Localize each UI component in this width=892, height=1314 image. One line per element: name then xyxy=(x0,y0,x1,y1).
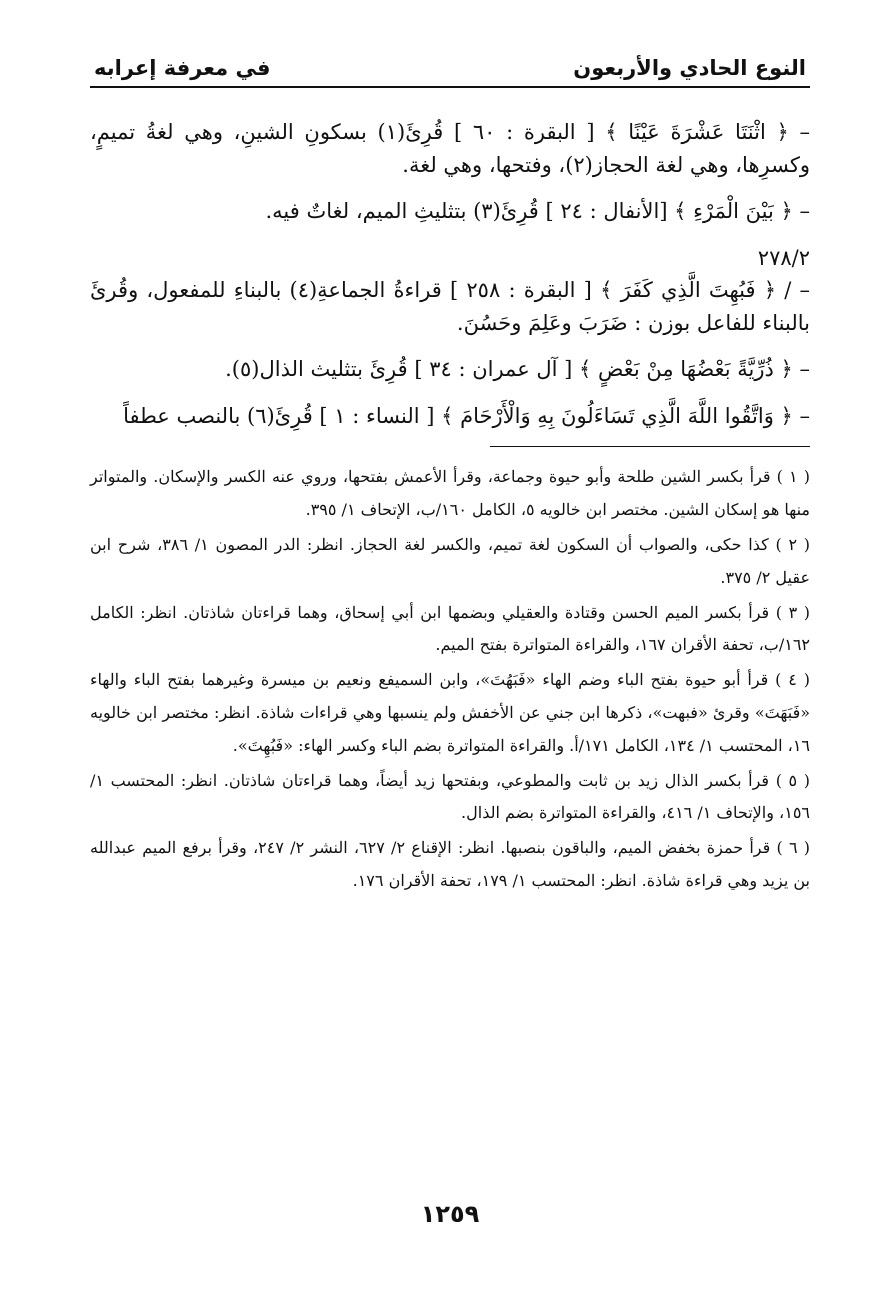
main-text xyxy=(90,116,810,432)
footnote-5: ( ٥ ) قرأ بكسر الذال زيد بن ثابت والمطوعي، وبفتحها زيد أيضاً، وهما قراءتان شاذتان. انظر: المحتسب ١/ ١٥٦، والإتحاف ١/ ٤١٦، والقراءة المتواترة بضم الذال. xyxy=(90,770,810,823)
chapter-title: النوع الحادي والأربعون xyxy=(573,56,806,80)
running-header xyxy=(90,40,810,88)
page-number: ١٢٥٩ xyxy=(420,1200,480,1228)
footnote-4: ( ٤ ) قرأ أبو حيوة بفتح الباء وضم الهاء «فَبَهُتَ»، وابن السميفع ونعيم بن ميسرة وغيرهما بفتح الباء والهاء «فَبَهَتَ» وقرئ «فبهت»، ذكرها ابن جني عن الأخفش ولم ينسبها وهي قراءات شاذة. انظر: مختصر ابن خالويه ١٦، المحتسب ١/ ١٣٤، الكامل ١٧١/أ. والقراءة المتواترة بضم الباء وكسر الهاء: «فَبُهِتَ». xyxy=(90,670,811,755)
footnote-1: ( ١ ) قرأ بكسر الشين طلحة وأبو حيوة وجماعة، وقرأ الأعمش بفتحها، وروي عنه الكسر والإسكان. والمتواتر منها هو إسكان الشين. مختصر ابن خالويه ٥، الكامل ١٦٠/ب، الإتحاف ١/ ٣٩٥. xyxy=(90,467,810,520)
footnote-2: ( ٢ ) كذا حكى، والصواب أن السكون لغة تميم، والكسر لغة الحجاز. انظر: الدر المصون ١/ ٣٨٦، شرح ابن عقيل ٢/ ٣٧٥. xyxy=(90,534,811,587)
entry-3: – / ﴿ فَبُهِتَ الَّذِي كَفَرَ ﴾ [ البقرة : ٢٥٨ ] قراءةُ الجماعةِ(٤) بالبناءِ للمفعول، وقُرئَ بالبناء للفاعل بوزن : ضَرَبَ وعَلِمَ وحَسُنَ. xyxy=(90,278,810,335)
entry-5: – ﴿ وَاتَّقُوا اللَّهَ الَّذِي تَسَاءَلُونَ بِهِ وَالْأَرْحَامَ ﴾ [ النساء : ١ ] قُرِئَ(٦) بالنصب عطفاً xyxy=(123,403,810,428)
entry-4: – ﴿ ذُرِّيَّةً بَعْضُهَا مِنْ بَعْضٍ ﴾ [ آل عمران : ٣٤ ] قُرِئَ بتثليث الذال(٥). xyxy=(225,357,810,382)
footnote-separator xyxy=(490,446,810,447)
page xyxy=(90,40,810,1290)
footnote-6: ( ٦ ) قرأ حمزة بخفض الميم، والباقون بنصبها. انظر: الإقناع ٢/ ٦٢٧، النشر ٢/ ٢٤٧، وقرأ برفع الميم عبدالله بن يزيد وهي قراءة شاذة. انظر: المحتسب ١/ ١٧٩، تحفة الأقران ١٧٦. xyxy=(90,838,810,890)
entry-2: – ﴿ بَيْنَ الْمَرْءِ ﴾ [الأنفال : ٢٤ ] قُرِئَ(٣) بتثليثِ الميم، لغاتٌ فيه. xyxy=(265,199,810,224)
footnote-3: ( ٣ ) قرأ بكسر الميم الحسن وقتادة والعقيلي وبضمها ابن أبي إسحاق، وهما قراءتان شاذتان. انظر: الكامل ١٦٢/ب، تحفة الأقران ١٦٧، والقراءة المتواترة بفتح الميم. xyxy=(90,602,811,655)
entry-1: – ﴿ اثْنَتَا عَشْرَةَ عَيْنًا ﴾ [ البقرة : ٦٠ ] قُرِئَ(١) بسكونِ الشينِ، وهي لغةُ تميمٍ، وكسرِها، وهي لغة الحجاز(٢)، وفتحها، وهي لغة. xyxy=(90,120,810,177)
footnotes xyxy=(90,461,810,897)
margin-reference: ٢٧٨/٢ xyxy=(757,245,810,270)
section-title: في معرفة إعرابه xyxy=(94,56,271,80)
